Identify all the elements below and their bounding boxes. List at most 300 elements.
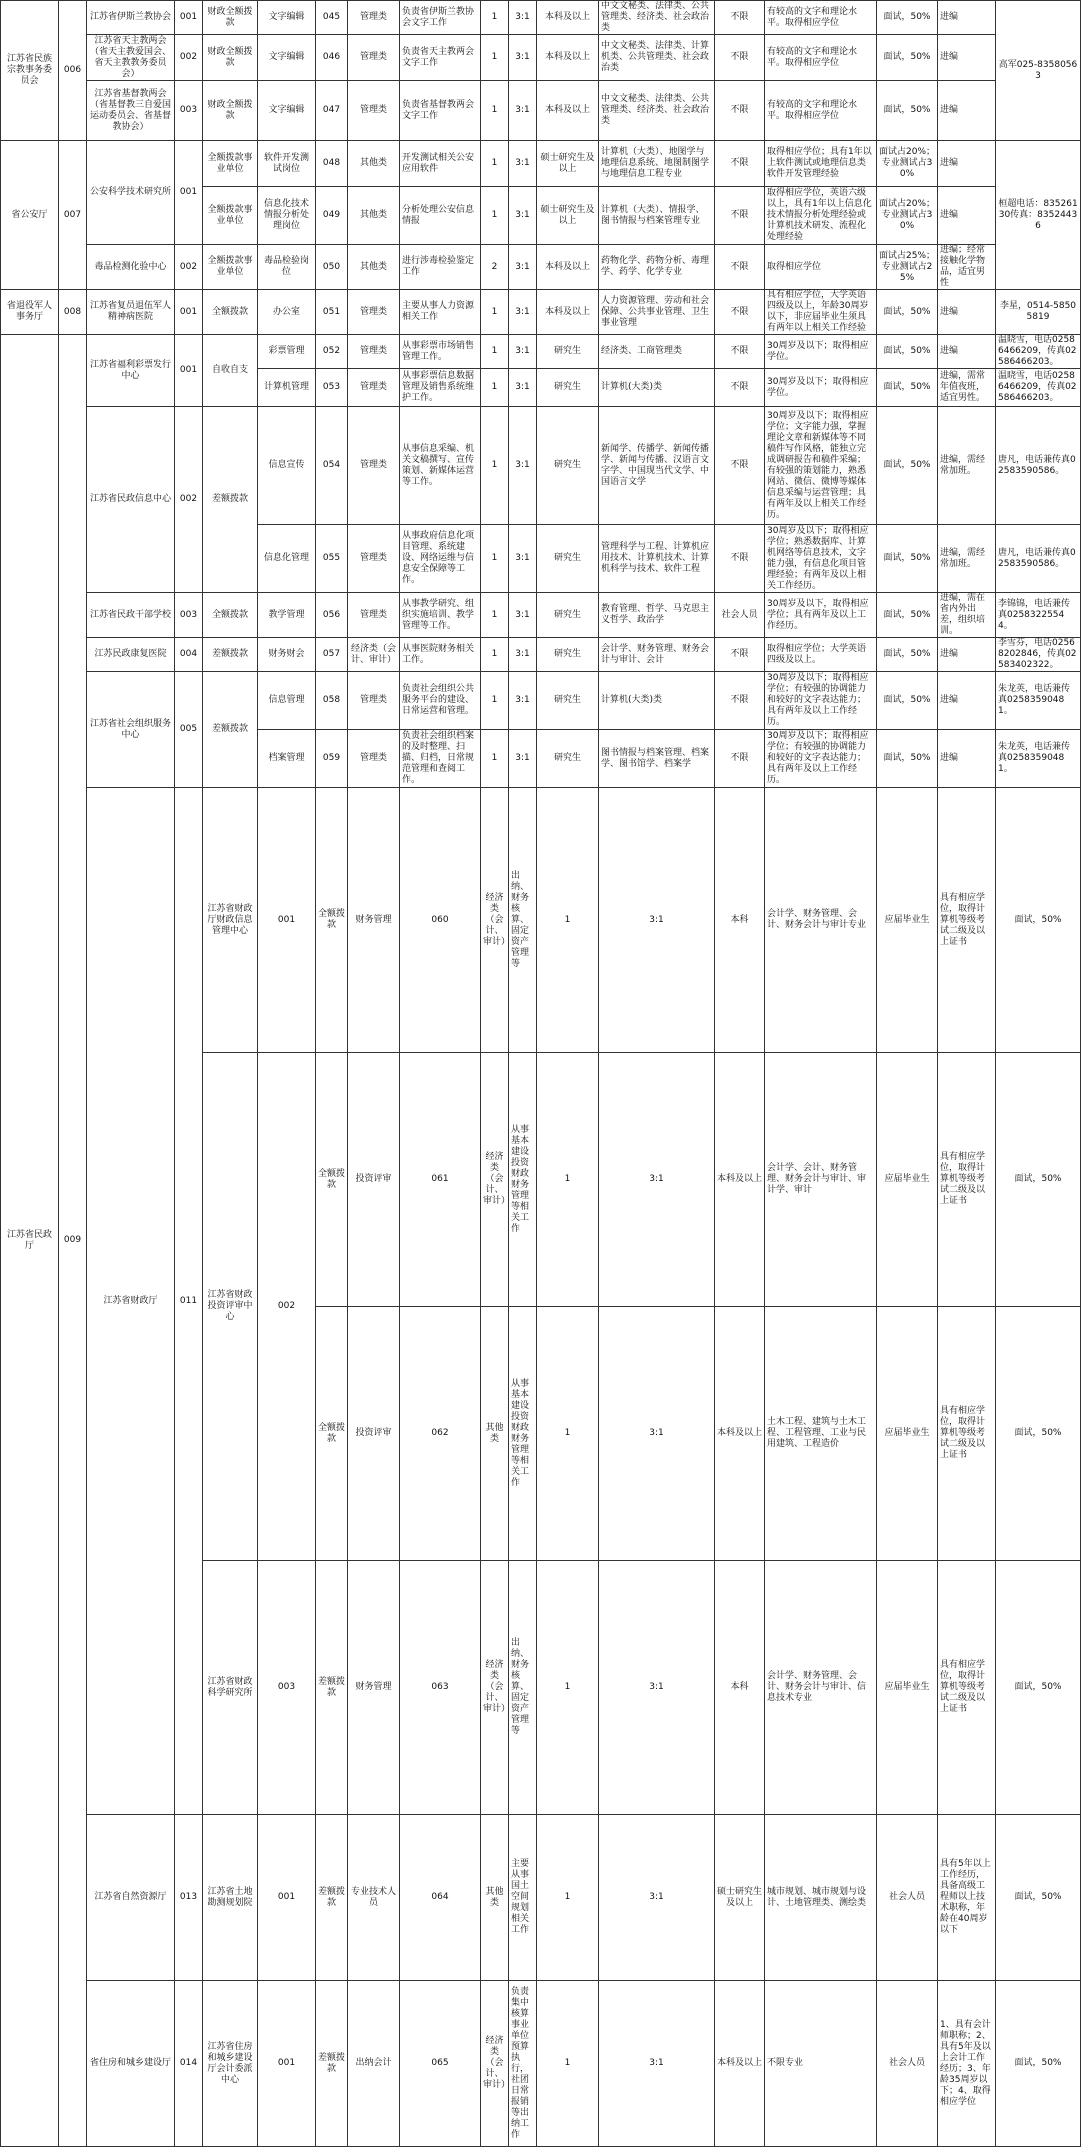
table-cell: 省住房和城乡建设厅 [87,1981,175,2147]
table-cell: 硕士研究生及以上 [715,1815,765,1981]
table-cell: 面试，50% [877,407,938,525]
table-cell: 从事彩票市场销售管理工作。 [400,335,481,369]
table-cell: 30周岁及以下；取得相应学位；有较强的协调能力和较好的文字表达能力；具有两年及以上工作经历。 [765,730,877,788]
table-cell: 具有相应学位，大学英语四级及以上，年龄30周岁以下，非应届毕业生须具有两年以上相关工作经验 [765,290,877,335]
table-cell: 面试，50% [877,1,938,35]
table-cell: 面试，50% [877,525,938,593]
table-cell: 具有相应学位，取得计算机等级考试二级及以上证书 [938,1561,996,1815]
table-cell: 不限 [715,407,765,525]
table-cell: 中文文秘类、法律类、公共管理类、经济类、社会政治类 [599,1,715,35]
table-cell: 不限 [715,141,765,187]
table-cell: 从事教学研究、组织实施培训、教学管理等工作。 [400,593,481,638]
table-cell: 本科及以上 [715,1053,765,1307]
table-cell: 055 [316,525,348,593]
table-cell: 研究生 [537,638,599,672]
table-row [1,672,1081,730]
table-cell: 温晓雪，电话02586466209，传真02586466203。 [996,335,1081,369]
table-cell: 进编 [938,730,996,788]
table-cell: 江苏省民政干部学校 [87,593,175,638]
table-cell: 投资评审 [348,1053,400,1307]
table-cell: 研究生 [537,525,599,593]
table-cell: 文字编辑 [258,81,316,141]
table-cell: 3:1 [509,81,537,141]
table-cell: 1 [537,1053,599,1307]
table-cell: 1 [481,407,509,525]
table-cell: 差额拨款 [316,1981,348,2147]
table-cell: 056 [316,593,348,638]
table-cell: 058 [316,672,348,730]
table-cell: 管理科学与工程、计算机应用技术、计算机技术、计算机科学与技术、软件工程 [599,525,715,593]
table-cell: 公安科学技术研究所 [87,141,175,245]
table-cell: 本科及以上 [537,245,599,290]
table-cell: 002 [258,1053,316,1561]
table-row [1,1981,1081,2147]
table-cell: 财务管理 [348,1561,400,1815]
table-cell: 本科及以上 [537,81,599,141]
table-cell: 经济类（会计、审计） [348,638,400,672]
table-cell: 面试，50% [877,730,938,788]
table-cell: 李锦锦，电话兼传真02583225544。 [996,593,1081,638]
table-cell: 053 [316,369,348,407]
table-cell: 本科 [715,1561,765,1815]
table-cell: 全额拨款 [316,1307,348,1561]
table-cell: 003 [175,81,203,141]
table-cell: 差额拨款 [203,638,258,672]
table-cell: 会计学、财务管理、财务会计与审计、会计 [599,638,715,672]
table-cell: 052 [316,335,348,369]
table-cell: 研究生 [537,593,599,638]
table-cell: 计算机（大类）、情报学、图书情报与档案管理专业 [599,187,715,245]
table-cell: 李雪芬，电话02568202846，传真02583402322。 [996,638,1081,672]
table-cell: 3:1 [509,335,537,369]
table-cell: 档案管理 [258,730,316,788]
table-cell: 从事政府信息化项目管理、系统建设、网络运维与信息安全保障等工作。 [400,525,481,593]
table-cell: 软件开发测试岗位 [258,141,316,187]
table-cell: 主要从事人力资源相关工作 [400,290,481,335]
table-cell: 自收自支 [203,335,258,407]
table-cell: 江苏省自然资源厅 [87,1815,175,1981]
table-cell: 不限 [715,672,765,730]
table-cell: 开发测试相关公安应用软件 [400,141,481,187]
table-cell: 应届毕业生 [877,1053,938,1307]
table-cell: 003 [258,1561,316,1815]
table-cell: 江苏省复员退伍军人精神病医院 [87,290,175,335]
table-row [1,407,1081,525]
table-cell: 进编，需经常加班。 [938,407,996,525]
table-cell: 差额拨款 [203,672,258,788]
table-cell: 2 [481,245,509,290]
table-cell: 具有相应学位，取得计算机等级考试二级及以上证书 [938,788,996,1053]
table-cell: 进编，需经常加班。 [938,525,996,593]
table-cell: 中文文秘类、法律类、计算机类、公共管理类、社会政治类 [599,35,715,81]
table-cell: 002 [175,407,203,593]
table-cell: 1 [481,141,509,187]
table-cell: 002 [175,245,203,290]
table-cell: 30周岁及以下；取得相应学位；有较强的协调能力和较好的文字表达能力；具有两年及以上工作经历。 [765,672,877,730]
table-cell: 中文文秘类、法律类、公共管理类、经济类、社会政治类 [599,81,715,141]
table-cell: 050 [316,245,348,290]
table-cell: 30周岁及以下；取得相应学位；文字能力强，掌握理论文章和新媒体等不同稿件写作风格，能独立完成调研报告和稿件采编；有较强的策划能力，熟悉网站、微信、微博等媒体信息采编与运营管理；具有两年及以上相关工作经历。 [765,407,877,525]
table-cell: 分析处理公安信息情报 [400,187,481,245]
table-cell: 从事医院财务相关工作。 [400,638,481,672]
table-cell: 048 [316,141,348,187]
table-cell: 001 [258,1815,316,1981]
table-cell: 江苏省民族宗教事务委员会 [1,1,59,141]
table-cell: 出纳会计 [348,1981,400,2147]
table-cell: 面试，50% [877,369,938,407]
table-cell: 面试，50% [877,638,938,672]
table-cell: 1 [481,1,509,35]
table-cell: 3:1 [599,1561,715,1815]
table-cell: 取得相应学位 [765,245,877,290]
table-cell: 全额拨款事业单位 [203,245,258,290]
table-cell: 3:1 [599,1981,715,2147]
table-cell: 面试占25%；专业测试占25% [877,245,938,290]
table-cell: 进编，需常年值夜班，适宜男性。 [938,369,996,407]
table-cell: 进编 [938,187,996,245]
table-cell: 3:1 [599,1815,715,1981]
table-cell: 差额拨款 [316,1561,348,1815]
table-cell: 004 [175,638,203,672]
table-cell: 全额拨款事业单位 [203,187,258,245]
table-cell: 计算机管理 [258,369,316,407]
table-cell: 桓超电话：83526130传真：83524436 [996,141,1081,290]
table-cell: 面试，50% [877,290,938,335]
table-cell: 财务财会 [258,638,316,672]
table-cell: 057 [316,638,348,672]
table-cell: 经济类（会计、审计） [481,788,509,1053]
table-cell: 全额拨款 [203,593,258,638]
table-cell: 全额拨款 [316,1053,348,1307]
table-cell: 3:1 [509,672,537,730]
table-cell: 面试，50% [996,1981,1081,2147]
table-cell: 3:1 [509,369,537,407]
table-cell: 江苏民政康复医院 [87,638,175,672]
table-cell: 3:1 [509,141,537,187]
table-cell: 全额拨款 [316,788,348,1053]
table-cell: 信息化技术情报分析处理岗位 [258,187,316,245]
table-cell: 取得相应学位；大学英语四级及以上。 [765,638,877,672]
table-cell: 经济类（会计、审计） [481,1981,509,2147]
table-cell: 3:1 [599,788,715,1053]
table-cell: 不限 [715,369,765,407]
table-cell: 061 [400,1053,481,1307]
table-cell: 信息宣传 [258,407,316,525]
table-cell: 3:1 [509,593,537,638]
table-cell: 唐凡，电话兼传真02583590586。 [996,407,1081,525]
table-cell: 060 [400,788,481,1053]
table-cell: 不限 [715,187,765,245]
table-cell: 009 [59,335,87,2147]
table-cell: 1 [537,1981,599,2147]
table-cell: 出纳、财务核算、固定资产管理等 [509,788,537,1053]
table-cell: 本科及以上 [715,1307,765,1561]
table-cell: 3:1 [509,35,537,81]
table-cell: 面试占20%；专业测试占30% [877,187,938,245]
table-cell: 其他类 [481,1815,509,1981]
table-cell: 应届毕业生 [877,1561,938,1815]
table-cell: 不限 [715,638,765,672]
table-cell: 不限 [715,525,765,593]
table-cell: 江苏省财政厅 [87,788,175,1815]
table-cell: 江苏省伊斯兰教协会 [87,1,175,35]
table-cell: 硕士研究生及以上 [537,141,599,187]
table-cell: 进编 [938,81,996,141]
table-cell: 001 [175,141,203,245]
table-cell: 1 [481,290,509,335]
table-cell: 001 [258,1981,316,2147]
table-cell: 面试，50% [996,1815,1081,1981]
table-cell: 财政全额拨款 [203,81,258,141]
table-cell: 014 [175,1981,203,2147]
table-cell: 046 [316,35,348,81]
table-row [1,245,1081,290]
table-cell: 省公安厅 [1,141,59,290]
table-cell: 本科及以上 [537,35,599,81]
table-cell: 面试，50% [877,335,938,369]
table-cell: 059 [316,730,348,788]
table-cell: 005 [175,672,203,788]
table-cell: 负责社会组织公共服务平台的建设、日常运营和管理。 [400,672,481,730]
table-cell: 3:1 [509,245,537,290]
table-cell: 不限专业 [765,1981,877,2147]
table-cell: 1 [481,335,509,369]
table-row [1,290,1081,335]
table-cell: 进编 [938,638,996,672]
table-cell: 面试，50% [877,35,938,81]
table-cell: 具有相应学位，取得计算机等级考试二级及以上证书 [938,1307,996,1561]
table-cell: 省退役军人事务厅 [1,290,59,335]
table-cell: 管理类 [348,290,400,335]
table-cell: 毒品检验岗位 [258,245,316,290]
table-cell: 研究生 [537,730,599,788]
table-cell: 硕士研究生及以上 [537,187,599,245]
table-cell: 1 [537,1815,599,1981]
table-cell: 其他类 [348,245,400,290]
table-cell: 江苏省民政厅 [1,335,59,2147]
table-cell: 管理类 [348,335,400,369]
table-cell: 社会人员 [715,593,765,638]
table-cell: 30周岁及以下；取得相应学位。 [765,335,877,369]
table-cell: 1 [481,187,509,245]
table-cell: 负责集中核算事业单位预算执行，社团日常报销等出纳工作 [509,1981,537,2147]
table-cell: 新闻学、传播学、新闻传播学、新闻与传播、汉语言文字学、中国现当代文学、中国语言文学 [599,407,715,525]
table-row [1,35,1081,81]
table-cell: 049 [316,187,348,245]
table-cell: 1 [481,81,509,141]
table-cell: 投资评审 [348,1307,400,1561]
table-cell: 高军025-83580563 [996,1,1081,141]
table-cell: 1 [537,1307,599,1561]
table-cell: 研究生 [537,369,599,407]
table-cell: 会计学、财务管理、会计、财务会计与审计专业 [765,788,877,1053]
table-cell: 30周岁及以下；取得相应学位。 [765,369,877,407]
table-cell: 进编 [938,35,996,81]
table-cell: 文字编辑 [258,35,316,81]
table-cell: 负责省伊斯兰教协会文字工作 [400,1,481,35]
table-cell: 药物化学、药物分析、毒理学、药学、化学专业 [599,245,715,290]
table-cell: 面试，50% [877,593,938,638]
table-cell: 002 [175,35,203,81]
table-cell: 管理类 [348,407,400,525]
table-cell: 面试，50% [996,788,1081,1053]
table-cell: 不限 [715,81,765,141]
table-row [1,788,1081,1053]
table-cell: 应届毕业生 [877,1307,938,1561]
table-cell: 差额拨款 [316,1815,348,1981]
table-cell: 本科及以上 [715,1981,765,2147]
table-cell: 3:1 [509,525,537,593]
table-cell: 有较高的文字和理论水平。取得相应学位 [765,81,877,141]
table-cell: 001 [258,788,316,1053]
table-cell: 有较高的文字和理论水平。取得相应学位 [765,1,877,35]
table-cell: 本科及以上 [537,1,599,35]
table-cell: 007 [59,141,87,290]
table-cell: 专业技术人员 [348,1815,400,1981]
table-cell: 图书情报与档案管理、档案学、图书馆学、档案学 [599,730,715,788]
table-cell: 047 [316,81,348,141]
table-cell: 教学管理 [258,593,316,638]
table-cell: 本科及以上 [537,290,599,335]
table-cell: 江苏省财政科学研究所 [203,1561,258,1815]
table-cell: 主要从事国土空间规划相关工作 [509,1815,537,1981]
table-cell: 信息管理 [258,672,316,730]
table-cell: 江苏省财政厅财政信息管理中心 [203,788,258,1053]
table-cell: 其他类 [348,141,400,187]
table-cell: 出纳、财务核算、固定资产管理等 [509,1561,537,1815]
table-cell: 3:1 [599,1053,715,1307]
table-cell: 管理类 [348,730,400,788]
table-cell: 1 [481,672,509,730]
table-cell: 取得相应学位，英语六级以上，具有1年以上信息化技术情报分析处理经验或计算机技术研发、流程化处理经验 [765,187,877,245]
table-row [1,638,1081,672]
table-cell: 1 [481,525,509,593]
table-cell: 006 [59,1,87,141]
table-cell: 财政全额拨款 [203,35,258,81]
table-cell: 唐凡，电话兼传真02583590586。 [996,525,1081,593]
table-cell: 管理类 [348,593,400,638]
table-cell: 1 [481,638,509,672]
table-cell: 1 [537,788,599,1053]
table-cell: 3:1 [599,1307,715,1561]
table-cell: 从事信息采编、机关文稿撰写、宣传策划、新媒体运营等工作。 [400,407,481,525]
table-cell: 不限 [715,245,765,290]
table-cell: 054 [316,407,348,525]
table-cell: 江苏省天主教两会（省天主教爱国会、省天主教教务委员会） [87,35,175,81]
table-cell: 会计学、财务管理、会计、财务会计与审计、信息技术专业 [765,1561,877,1815]
table-cell: 江苏省土地勘测规划院 [203,1815,258,1981]
table-cell: 3:1 [509,290,537,335]
table-cell: 江苏省社会组织服务中心 [87,672,175,788]
table-cell: 具有5年以上工作经历，具备高级工程师以上技术职称，年龄在40周岁以下 [938,1815,996,1981]
table-cell: 江苏省基督教两会（省基督教三自爱国运动委员会、省基督教协会） [87,81,175,141]
table-cell: 全额拨款事业单位 [203,141,258,187]
table-cell: 1 [537,1561,599,1815]
table-cell: 进编 [938,290,996,335]
table-cell: 进编 [938,1,996,35]
table-cell: 负责省基督教两会文字工作 [400,81,481,141]
table-cell: 研究生 [537,672,599,730]
table-cell: 管理类 [348,1,400,35]
table-cell: 江苏省福利彩票发行中心 [87,335,175,407]
table-cell: 011 [175,788,203,1815]
table-cell: 全额拨款 [203,290,258,335]
table-cell: 进编，需在省内外出差，组织培训。 [938,593,996,638]
table-cell: 30周岁及以下，取得相应学位；具有两年及以上工作经历。 [765,593,877,638]
table-cell: 1 [481,369,509,407]
table-row [1,141,1081,187]
table-cell: 进编；经常接触化学物品，适宜男性 [938,245,996,290]
table-cell: 面试，50% [877,672,938,730]
table-cell: 065 [400,1981,481,2147]
table-cell: 1、具有会计师职称；2、具有5年及以上会计工作经历；3、年龄35周岁以下；4、取得相应学位 [938,1981,996,2147]
table-cell: 003 [175,593,203,638]
table-cell: 管理类 [348,369,400,407]
table-cell: 信息化管理 [258,525,316,593]
table-cell: 管理类 [348,35,400,81]
table-cell: 负责社会组织档案的及时整理、扫描、归档，日常规范管理和查阅工作。 [400,730,481,788]
table-cell: 本科 [715,788,765,1053]
table-cell: 从事基本建设投资财政财务管理等相关工作 [509,1053,537,1307]
table-cell: 办公室 [258,290,316,335]
table-cell: 朱龙英，电话兼传真02583590481。 [996,730,1081,788]
table-cell: 3:1 [509,407,537,525]
table-cell: 有较高的文字和理论水平。取得相应学位 [765,35,877,81]
table-row [1,335,1081,369]
table-cell: 001 [175,290,203,335]
table-cell: 063 [400,1561,481,1815]
table-cell: 051 [316,290,348,335]
table-cell: 30周岁及以下；取得相应学位；熟悉数据库、计算机网络等信息技术，文字能力强，有信息化项目管理经验；有两年及以上相关工作经历。 [765,525,877,593]
table-cell: 不限 [715,335,765,369]
table-cell: 人力资源管理、劳动和社会保障、公共事业管理、卫生事业管理 [599,290,715,335]
table-cell: 江苏省住房和城乡建设厅会计委派中心 [203,1981,258,2147]
table-cell: 彩票管理 [258,335,316,369]
table-row [1,1,1081,35]
table-cell: 城市规划、城市规划与设计、土地管理类、测绘类 [765,1815,877,1981]
table-cell: 从事基本建设投资财政财务管理等相关工作 [509,1307,537,1561]
table-cell: 应届毕业生 [877,788,938,1053]
table-cell: 取得相应学位；具有1年以上软件测试或地理信息类软件开发管理经验 [765,141,877,187]
table-cell: 江苏省财政投资评审中心 [203,1053,258,1561]
table-cell: 面试，50% [996,1561,1081,1815]
table-cell: 社会人员 [877,1815,938,1981]
table-cell: 文字编辑 [258,1,316,35]
table-cell: 财政全额拨款 [203,1,258,35]
table-row [1,1815,1081,1981]
table-cell: 面试，50% [877,81,938,141]
table-cell: 008 [59,290,87,335]
table-cell: 经济类（会计、审计） [481,1561,509,1815]
table-cell: 研究生 [537,335,599,369]
table-cell: 3:1 [509,1,537,35]
table-cell: 001 [175,1,203,35]
table-cell: 1 [481,593,509,638]
table-cell: 064 [400,1815,481,1981]
table-cell: 管理类 [348,81,400,141]
table-cell: 1 [481,730,509,788]
table-cell: 社会人员 [877,1981,938,2147]
table-cell: 研究生 [537,407,599,525]
table-body [1,1,1081,2147]
table-cell: 062 [400,1307,481,1561]
table-cell: 进行涉毒检验鉴定工作 [400,245,481,290]
table-cell: 管理类 [348,525,400,593]
table-cell: 教育管理、哲学、马克思主义哲学、政治学 [599,593,715,638]
table-cell: 3:1 [509,730,537,788]
table-cell: 具有相应学位，取得计算机等级考试二级及以上证书 [938,1053,996,1307]
table-cell: 进编 [938,141,996,187]
